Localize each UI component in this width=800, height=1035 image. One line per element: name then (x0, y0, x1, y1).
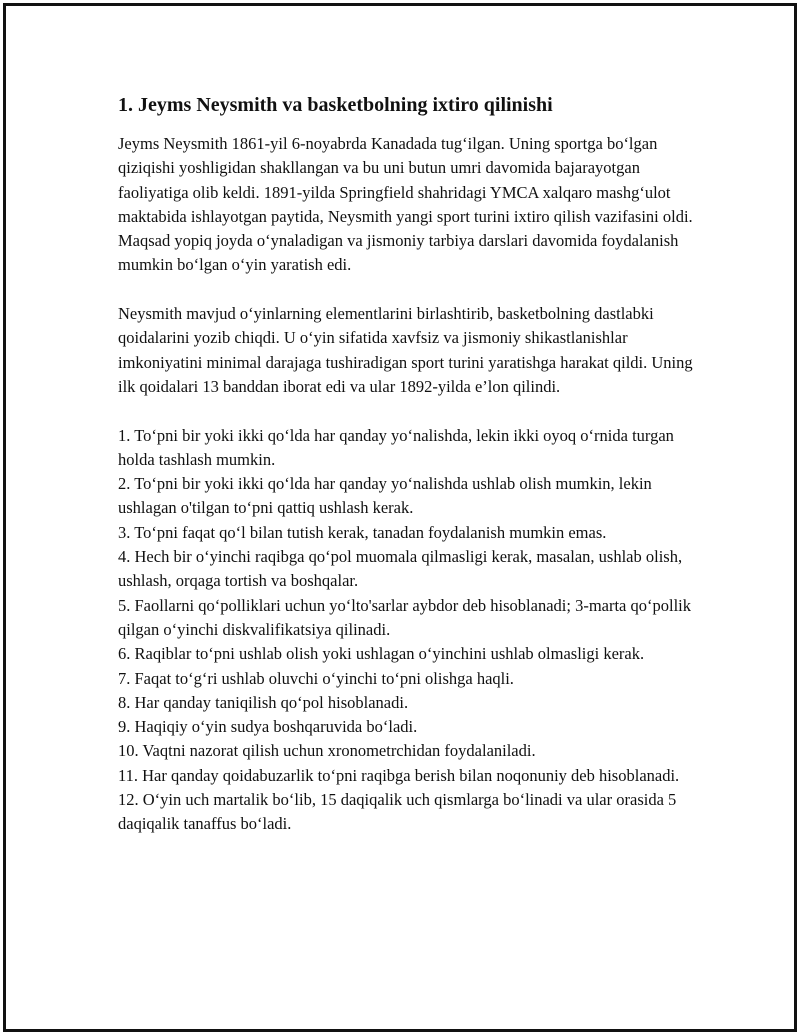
rule-item: 9. Haqiqiy o‘yin sudya boshqaruvida bo‘ladi. (118, 717, 418, 737)
paragraph-intro: Jeyms Neysmith 1861-yil 6-noyabrda Kanadada tug‘ilgan. Uning sportga bo‘lgan qiziqishi yoshligidan shakllangan va bu uni butun umri davomida bajarayotgan faoliyatiga olib keldi. 1891-yilda Springfield shahridagi YMCA xalqaro mashg‘ulot maktabida ishlayotgan paytida, Neysmith yangi sport turini ixtiro qilish vazifasini oldi. Maqsad yopiq joyda o‘ynaladigan va jismoniy tarbiya darslari davomida foydalanish mumkin bo‘lgan o‘yin yaratish edi. (118, 134, 693, 275)
rule-item: 4. Hech bir o‘yinchi raqibga qo‘pol muomala qilmasligi kerak, masalan, ushlab olish, ushlash, orqaga tortish va boshqalar. (118, 547, 683, 591)
section-heading: 1. Jeyms Neysmith va basketbolning ixtiro qilinishi (118, 94, 553, 116)
rule-item: 8. Har qanday taniqilish qo‘pol hisoblanadi. (118, 692, 409, 712)
rule-item: 12. O‘yin uch martalik bo‘lib, 15 daqiqalik uch qismlarga bo‘linadi va ular orasida 5 daqiqalik tanaffus bo‘ladi. (118, 790, 677, 834)
rule-item: 10. Vaqtni nazorat qilish uchun xronometrchidan foydalaniladi. (118, 741, 536, 761)
paragraph-rules-origin: Neysmith mavjud o‘yinlarning elementlarini birlashtirib, basketbolning dastlabki qoidalarini yozib chiqdi. U o‘yin sifatida xavfsiz va jismoniy shikastlanishlar imkoniyatini minimal darajaga tushiradigan sport turini yaratishga harakat qildi. Uning ilk qoidalari 13 banddan iborat edi va ular 1892-yilda e’lon qilindi. (118, 304, 693, 396)
rule-item: 6. Raqiblar to‘pni ushlab olish yoki ushlagan o‘yinchini ushlab olmasligi kerak. (118, 644, 645, 664)
document-body (118, 92, 698, 837)
rule-item: 5. Faollarni qo‘polliklari uchun yo‘lto'sarlar aybdor deb hisoblanadi; 3-marta qo‘pollik qilgan o‘yinchi diskvalifikatsiya qilinadi. (118, 595, 692, 639)
rule-item: 3. To‘pni faqat qo‘l bilan tutish kerak, tanadan foydalanish mumkin emas. (118, 522, 607, 542)
rule-item: 7. Faqat to‘g‘ri ushlab oluvchi o‘yinchi to‘pni olishga haqli. (118, 668, 514, 688)
rule-item: 1. To‘pni bir yoki ikki qo‘lda har qanday yo‘nalishda, lekin ikki oyoq o‘rnida turgan holda tashlash mumkin. (118, 425, 674, 469)
rules-list (118, 424, 698, 837)
rule-item: 2. To‘pni bir yoki ikki qo‘lda har qanday yo‘nalishda ushlab olish mumkin, lekin ushlagan o'tilgan to‘pni qattiq ushlash kerak. (118, 474, 652, 518)
rule-item: 11. Har qanday qoidabuzarlik to‘pni raqibga berish bilan noqonuniy deb hisoblanadi. (118, 765, 680, 785)
